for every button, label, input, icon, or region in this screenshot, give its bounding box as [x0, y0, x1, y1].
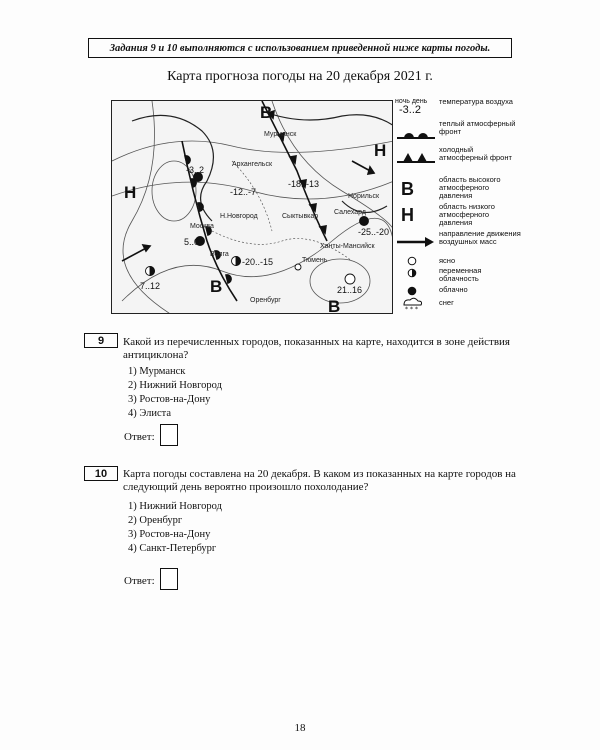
- variable-cloud-icon: [407, 268, 417, 278]
- legend-warm-front: теплый атмосферный фронт: [439, 119, 516, 136]
- question-10-number: 10: [84, 466, 118, 481]
- temp-label: -18..-13: [288, 179, 320, 189]
- question-9-answer-label: Ответ:: [124, 431, 155, 443]
- high-pressure-mark-2: В: [210, 277, 223, 296]
- question-9-answer-box[interactable]: [160, 424, 178, 446]
- high-pressure-icon: В: [401, 179, 414, 199]
- low-pressure-icon: Н: [401, 205, 414, 225]
- instruction-box: Задания 9 и 10 выполняются с использованием приведенной ниже карты погоды.: [88, 38, 512, 58]
- air-mass-arrow-icon: [397, 236, 435, 248]
- city-label: Н.Новгород: [220, 213, 258, 220]
- legend-temp-example: -3..2: [399, 104, 422, 116]
- warm-front-icon: [397, 126, 435, 140]
- legend-low-pressure: область низкого атмосферного давления: [439, 202, 495, 227]
- city-label: Москва: [190, 223, 214, 230]
- question-10-option-2[interactable]: 2) Оренбург: [128, 515, 183, 526]
- legend-temperature: температура воздуха: [439, 97, 513, 106]
- legend-cloudy: облачно: [439, 285, 468, 294]
- question-10-option-1[interactable]: 1) Нижний Новгород: [128, 501, 222, 512]
- city-label: Мурманск: [264, 131, 297, 138]
- question-10-text: Карта погоды составлена на 20 декабря. В каком из показанных на карте городов на следующий день вероятно произошло похолодание?: [123, 468, 516, 493]
- question-9-option-4[interactable]: 4) Элиста: [128, 408, 172, 419]
- temp-label: -20..-15: [242, 257, 274, 267]
- temp-label: -3..2: [186, 165, 205, 175]
- temp-label: -12..-7: [230, 187, 257, 197]
- high-pressure-mark-3: В: [328, 297, 341, 314]
- temp-label: 5..0: [184, 237, 200, 247]
- question-9-option-1[interactable]: 1) Мурманск: [128, 366, 186, 377]
- temp-label: -25..-20: [358, 227, 390, 237]
- high-pressure-mark-1: В: [260, 103, 273, 122]
- svg-text:*: *: [415, 306, 418, 312]
- city-label: Тюмень: [302, 257, 328, 264]
- legend-air-mass: направление движения воздушных масс: [439, 229, 521, 246]
- cloudy-icon: [407, 286, 417, 296]
- cold-front-icon: [397, 150, 435, 164]
- legend-clear: ясно: [439, 256, 456, 265]
- question-9-number: 9: [84, 333, 118, 348]
- city-label: Оренбург: [250, 297, 281, 304]
- legend-variable: переменная облачность: [439, 266, 482, 283]
- city-label: Салехард: [334, 209, 366, 216]
- temp-label: 21..16: [337, 285, 363, 295]
- snow-icon: [400, 296, 424, 312]
- question-9-option-2[interactable]: 2) Нижний Новгород: [128, 380, 222, 391]
- city-label: Волга: [210, 251, 229, 258]
- map-title: Карта прогноза погоды на 20 декабря 2021 г.: [167, 69, 433, 84]
- city-label: Ханты-Мансийск: [320, 243, 375, 250]
- low-pressure-mark-1: Н: [124, 183, 137, 202]
- question-9-option-3[interactable]: 3) Ростов-на-Дону: [128, 394, 211, 405]
- question-10-answer-label: Ответ:: [124, 575, 155, 587]
- temp-label: 7..12: [140, 281, 161, 291]
- question-10-option-3[interactable]: 3) Ростов-на-Дону: [128, 529, 211, 540]
- question-9-text: Какой из перечисленных городов, показанных на карте, находится в зоне действия антициклона?: [123, 336, 510, 361]
- svg-text:*: *: [410, 306, 413, 312]
- clear-icon: [407, 256, 417, 266]
- question-10-option-4[interactable]: 4) Санкт-Петербург: [128, 543, 217, 554]
- legend-cold-front: холодный атмосферный фронт: [439, 145, 512, 162]
- low-pressure-mark-2: Н: [374, 141, 387, 160]
- page-number: 18: [294, 722, 306, 734]
- city-label: Архангельск: [232, 161, 273, 168]
- city-label: Норильск: [348, 193, 380, 200]
- weather-map: [111, 100, 393, 314]
- legend-snow: снег: [439, 298, 454, 307]
- map-legend: [395, 96, 525, 318]
- question-10-answer-box[interactable]: [160, 568, 178, 590]
- city-label: Сыктывкар: [282, 213, 319, 220]
- svg-text:*: *: [405, 306, 408, 312]
- legend-header: ночь день: [395, 98, 428, 105]
- legend-high-pressure: область высокого атмосферного давления: [439, 175, 501, 200]
